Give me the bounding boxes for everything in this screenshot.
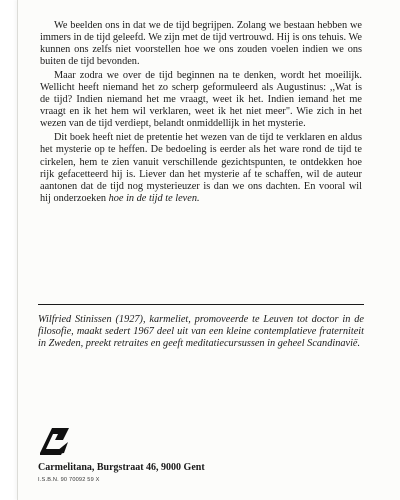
publisher-address: Carmelitana, Burgstraat 46, 9000 Gent <box>38 462 205 473</box>
isbn-number: I.S.B.N. 90 70092 59 X <box>38 477 100 483</box>
blurb-paragraph-3-text: Dit boek heeft niet de pretentie het wezen van de tijd te verklaren en aldus het mysterie op te heffen. De bedoeling is eerder als het ware rond de tijd te cirkelen, hem te zien vanuit verschillende gezichtspunten, te ontdekken hoe rijk gefacetteerd hij is. Liever dan het mysterie af te schaffen, wil de auteur aantonen dat de tijd nog mysterieuzer is dan we ons dachten. En vooral wil hij onderzoeken <box>40 132 362 204</box>
blurb-paragraph-1: We beelden ons in dat we de tijd begrijpen. Zolang we bestaan hebben we immers in de tijd geleefd. We zijn met de tijd vertrouwd. Hij is ons tehuis. We kunnen ons zelfs niet voorstellen hoe we ons zouden voelen indien we ons buiten de tijd bevonden. <box>40 20 362 68</box>
blurb-paragraph-3 <box>40 132 362 204</box>
carmelitana-logo-icon <box>38 425 70 457</box>
blurb-text <box>40 20 362 207</box>
divider-line <box>38 304 364 305</box>
author-bio: Wilfried Stinissen (1927), karmeliet, promoveerde te Leuven tot doctor in de filosofie, maakt sedert 1967 deel uit van een kleine contemplatieve fraterniteit in Zweden, preekt retraites en geeft meditatiecursussen in geheel Scandinavië. <box>38 314 364 350</box>
blurb-paragraph-3-italic: hoe in de tijd te leven. <box>108 192 200 204</box>
blurb-paragraph-2: Maar zodra we over de tijd beginnen na te denken, wordt het moeilijk. Wellicht heeft niemand het zo scherp geformuleerd als Augustinus: ,,Wat is de tijd? Indien niemand het me vraagt, weet ik het. Indien iemand het me vraagt en ik het hem wil verklaren, weet ik het niet meer". Wie zich in het wezen van de tijd verdiept, belandt onmiddellijk in het mysterie. <box>40 70 362 130</box>
